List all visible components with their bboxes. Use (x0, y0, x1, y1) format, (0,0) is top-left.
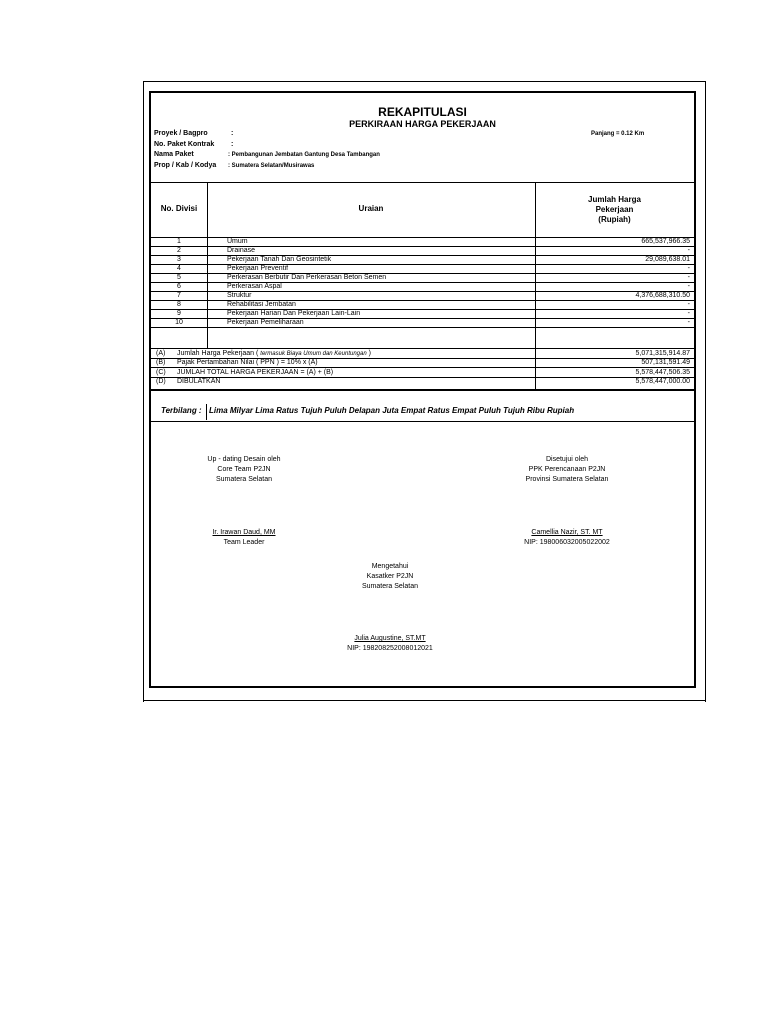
header-jumlah-line3: (Rupiah) (598, 215, 631, 224)
row-no: 2 (177, 247, 181, 254)
signature-right-name: Camellia Nazir, ST. MT (531, 529, 603, 536)
info-label-prop-kab: Prop / Kab / Kodya (154, 162, 217, 169)
row-no: 6 (177, 283, 181, 290)
row-uraian: Pekerjaan Harian Dan Pekerjaan Lain-Lain (227, 310, 361, 317)
table-row (151, 310, 694, 318)
table-row (151, 319, 694, 327)
signature-center-line1: Mengetahui (371, 563, 409, 570)
row-uraian: Pekerjaan Tanah Dan Geosintetik (227, 256, 332, 263)
row-no: 5 (177, 274, 181, 281)
row-jumlah: - (687, 319, 690, 326)
table-row (151, 292, 694, 300)
panjang-value: Panjang = 0.12 Km (591, 131, 645, 137)
terbilang-divider (206, 404, 207, 420)
signature-left-line3: Sumatera Selatan (215, 476, 273, 483)
signature-right-line1: Disetujui oleh (545, 456, 589, 463)
document-frame (149, 91, 696, 688)
signature-left-block (144, 455, 344, 485)
row-jumlah: - (687, 301, 690, 308)
row-jumlah: 665,537,966.35 (641, 238, 690, 245)
row-uraian: Struktur (227, 292, 252, 299)
summary-row-a (151, 350, 694, 358)
table-row (151, 274, 694, 282)
signature-center-role: NIP: 198208252008012021 (347, 645, 433, 652)
signature-right-role: NIP: 198006032005022002 (524, 539, 610, 546)
info-label-nama-paket: Nama Paket (154, 151, 194, 158)
row-no: 3 (177, 256, 181, 263)
signature-left-line1: Up - dating Desain oleh (207, 456, 281, 463)
row-no: 4 (177, 265, 181, 272)
summary-d-label: DIBULATKAN (177, 378, 221, 385)
signature-left-line2: Core Team P2JN (217, 466, 271, 473)
summary-row-c (151, 369, 694, 377)
summary-d-value: 5,578,447,000.00 (635, 378, 690, 385)
signature-left-role: Team Leader (223, 539, 265, 546)
info-value-paket-kontrak: : (231, 141, 234, 148)
row-jumlah: - (687, 283, 690, 290)
signature-center-block (290, 562, 490, 592)
terbilang-bottom-rule (151, 421, 694, 422)
row-uraian: Perkerasan Aspal (227, 283, 282, 290)
summary-b-label: Pajak Pertambahan Nilai ( PPN ) = 10% x (A) (177, 359, 318, 366)
summary-rule (151, 367, 694, 368)
summary-a-label (177, 350, 371, 358)
signature-right-line2: PPK Perencanaan P2JN (528, 466, 606, 473)
signature-center-name: Julia Augustine, ST.MT (354, 635, 426, 642)
table-row (151, 301, 694, 309)
summary-b-code: (B) (156, 359, 166, 366)
summary-a-text: Jumlah Harga Pekerjaan ( (177, 350, 259, 357)
table-row (151, 283, 694, 291)
table-row (151, 247, 694, 255)
summary-a-close: ) (368, 350, 371, 357)
row-no: 7 (177, 292, 181, 299)
row-jumlah: - (687, 274, 690, 281)
document-subtitle: PERKIRAAN HARGA PEKERJAAN (349, 119, 496, 129)
signature-right-block (467, 455, 667, 485)
row-rule (151, 327, 694, 328)
summary-top-rule (151, 348, 694, 349)
row-uraian: Drainase (227, 247, 256, 254)
info-label-proyek: Proyek / Bagpro (154, 130, 208, 137)
info-value-proyek: : (231, 130, 234, 137)
summary-c-code: (C) (156, 369, 166, 376)
row-no: 8 (177, 301, 181, 308)
row-no: 10 (175, 319, 183, 326)
summary-a-code: (A) (156, 350, 166, 357)
page-outer-bottom-rule (143, 700, 705, 701)
signature-right-line3: Provinsi Sumatera Selatan (525, 476, 609, 483)
row-jumlah: - (687, 265, 690, 272)
row-jumlah: 29,089,638.01 (645, 256, 690, 263)
signature-left-name: Ir. Irawan Daud, MM (212, 529, 276, 536)
signature-center-signee (290, 634, 490, 654)
row-uraian: Rehabilitasi Jembatan (227, 301, 296, 308)
summary-c-label: JUMLAH TOTAL HARGA PEKERJAAN = (A) + (B) (177, 369, 334, 376)
row-uraian: Umum (227, 238, 248, 245)
signature-center-line3: Sumatera Selatan (361, 583, 419, 590)
summary-row-b (151, 359, 694, 367)
terbilang-top-rule (151, 389, 694, 391)
summary-row-d (151, 378, 694, 386)
signature-left-signee (144, 528, 344, 548)
summary-a-note: termasuk Biaya Umum dan Keuntungan (260, 351, 367, 357)
row-no: 9 (177, 310, 181, 317)
summary-b-value: 507,131,591.49 (641, 359, 690, 366)
summary-c-value: 5,578,447,506.35 (635, 369, 690, 376)
document-title: REKAPITULASI (378, 105, 467, 119)
terbilang-label: Terbilang : (161, 406, 202, 415)
row-no: 1 (177, 238, 181, 245)
row-uraian: Pekerjaan Pemeliharaan (227, 319, 304, 326)
header-uraian: Uraian (358, 204, 384, 213)
signature-right-signee (467, 528, 667, 548)
row-jumlah: - (687, 310, 690, 317)
table-row (151, 265, 694, 273)
header-top-rule (151, 182, 694, 183)
header-jumlah-line1: Jumlah Harga (588, 195, 641, 204)
summary-d-code: (D) (156, 378, 166, 385)
table-row (151, 256, 694, 264)
table-row (151, 238, 694, 246)
row-uraian: Perkerasan Berbutir Dan Perkerasan Beton Semen (227, 274, 387, 281)
header-no-divisi: No. Divisi (160, 204, 198, 213)
row-jumlah: - (687, 247, 690, 254)
info-value-prop-kab: : Sumatera Selatan/Musirawas (228, 163, 315, 169)
summary-a-value: 5,071,315,914.87 (635, 350, 690, 357)
info-value-nama-paket: : Pembangunan Jembatan Gantung Desa Tambangan (228, 152, 380, 158)
header-jumlah-line2: Pekerjaan (595, 205, 634, 214)
row-uraian: Pekerjaan Preventif (227, 265, 289, 272)
signature-center-line2: Kasatker P2JN (366, 573, 414, 580)
info-label-paket-kontrak: No. Paket Kontrak (154, 141, 215, 148)
row-jumlah: 4,376,688,310.50 (635, 292, 690, 299)
terbilang-text: Lima Milyar Lima Ratus Tujuh Puluh Delapan Juta Empat Ratus Empat Puluh Tujuh Ribu Rupiah (209, 406, 575, 415)
